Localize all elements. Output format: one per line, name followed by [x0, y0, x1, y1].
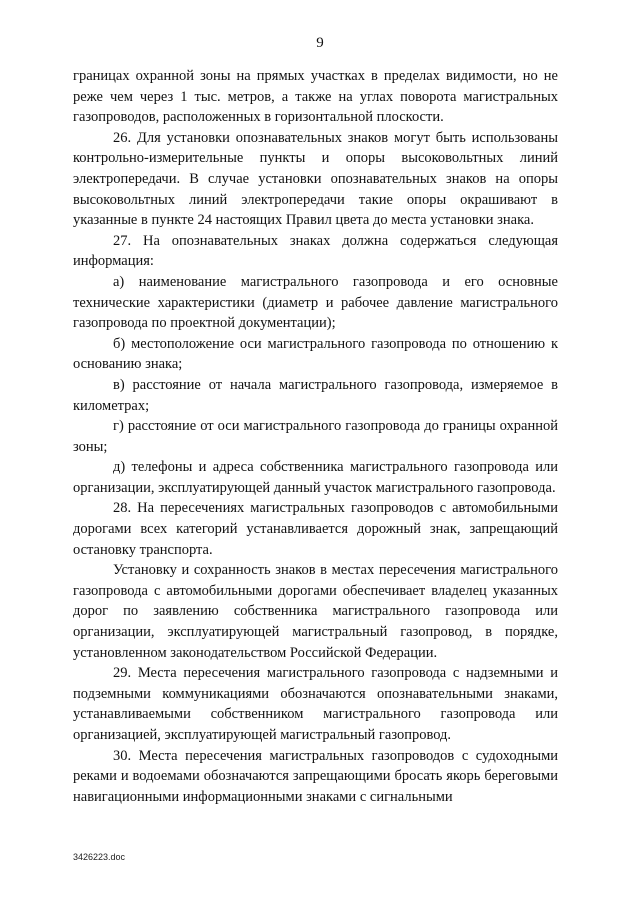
- list-item-g: г) расстояние от оси магистрального газопровода до границы охранной зоны;: [73, 418, 558, 455]
- list-item-b: б) местоположение оси магистрального газопровода по отношению к основанию знака;: [73, 335, 558, 373]
- paragraph-26: 26. Для установки опознавательных знаков могут быть использованы контрольно-измерительные пункты и опоры высоковольтных линий электропередачи. В случае установки опознавательных знаков на опоры высоковольтных линий электропередачи такие опоры окрашивают в указанные в пункте 24 настоящих Правил цвета до места установки знака.: [73, 129, 558, 229]
- page-number: 9: [316, 35, 324, 51]
- footer-filename: 3426223.doc: [73, 852, 126, 862]
- document-body: [73, 66, 558, 807]
- paragraph-28: 28. На пересечениях магистральных газопроводов с автомобильными дорогами всех категорий устанавливается дорожный знак, запрещающий остановку транспорта.: [73, 500, 558, 558]
- paragraph-28-continued: Установку и сохранность знаков в местах пересечения магистрального газопровода с автомобильными дорогами обеспечивает владелец указанных дорог по заявлению собственника магистрального газопровода или организации, эксплуатирующей магистральный газопровод, в порядке, установленном законодательством Российской Федерации.: [73, 562, 558, 661]
- list-item-v: в) расстояние от начала магистрального газопровода, измеряемое в километрах;: [73, 376, 558, 414]
- paragraph-30: 30. Места пересечения магистральных газопроводов с судоходными реками и водоемами обозначаются запрещающими бросать якорь береговыми навигационными информационными знаками с сигнальными: [73, 747, 558, 805]
- paragraph-continuation: границах охранной зоны на прямых участках в пределах видимости, но не реже чем через 1 тыс. метров, а также на углах поворота магистральных газопроводов, расположенных в горизонтальной плоскости.: [73, 68, 558, 126]
- paragraph-29: 29. Места пересечения магистрального газопровода с надземными и подземными коммуникациями обозначаются опознавательными знаками, устанавливаемыми собственником магистрального газопровода или организацией, эксплуатирующей магистральный газопровод.: [73, 665, 558, 743]
- list-item-d: д) телефоны и адреса собственника магистрального газопровода или организации, эксплуатирующей данный участок магистрального газопровода.: [73, 459, 558, 496]
- list-item-a: а) наименование магистрального газопровода и его основные технические характеристики (диаметр и рабочее давление магистрального газопровода по проектной документации);: [73, 273, 558, 332]
- paragraph-27: 27. На опознавательных знаках должна содержаться следующая информация:: [73, 232, 558, 270]
